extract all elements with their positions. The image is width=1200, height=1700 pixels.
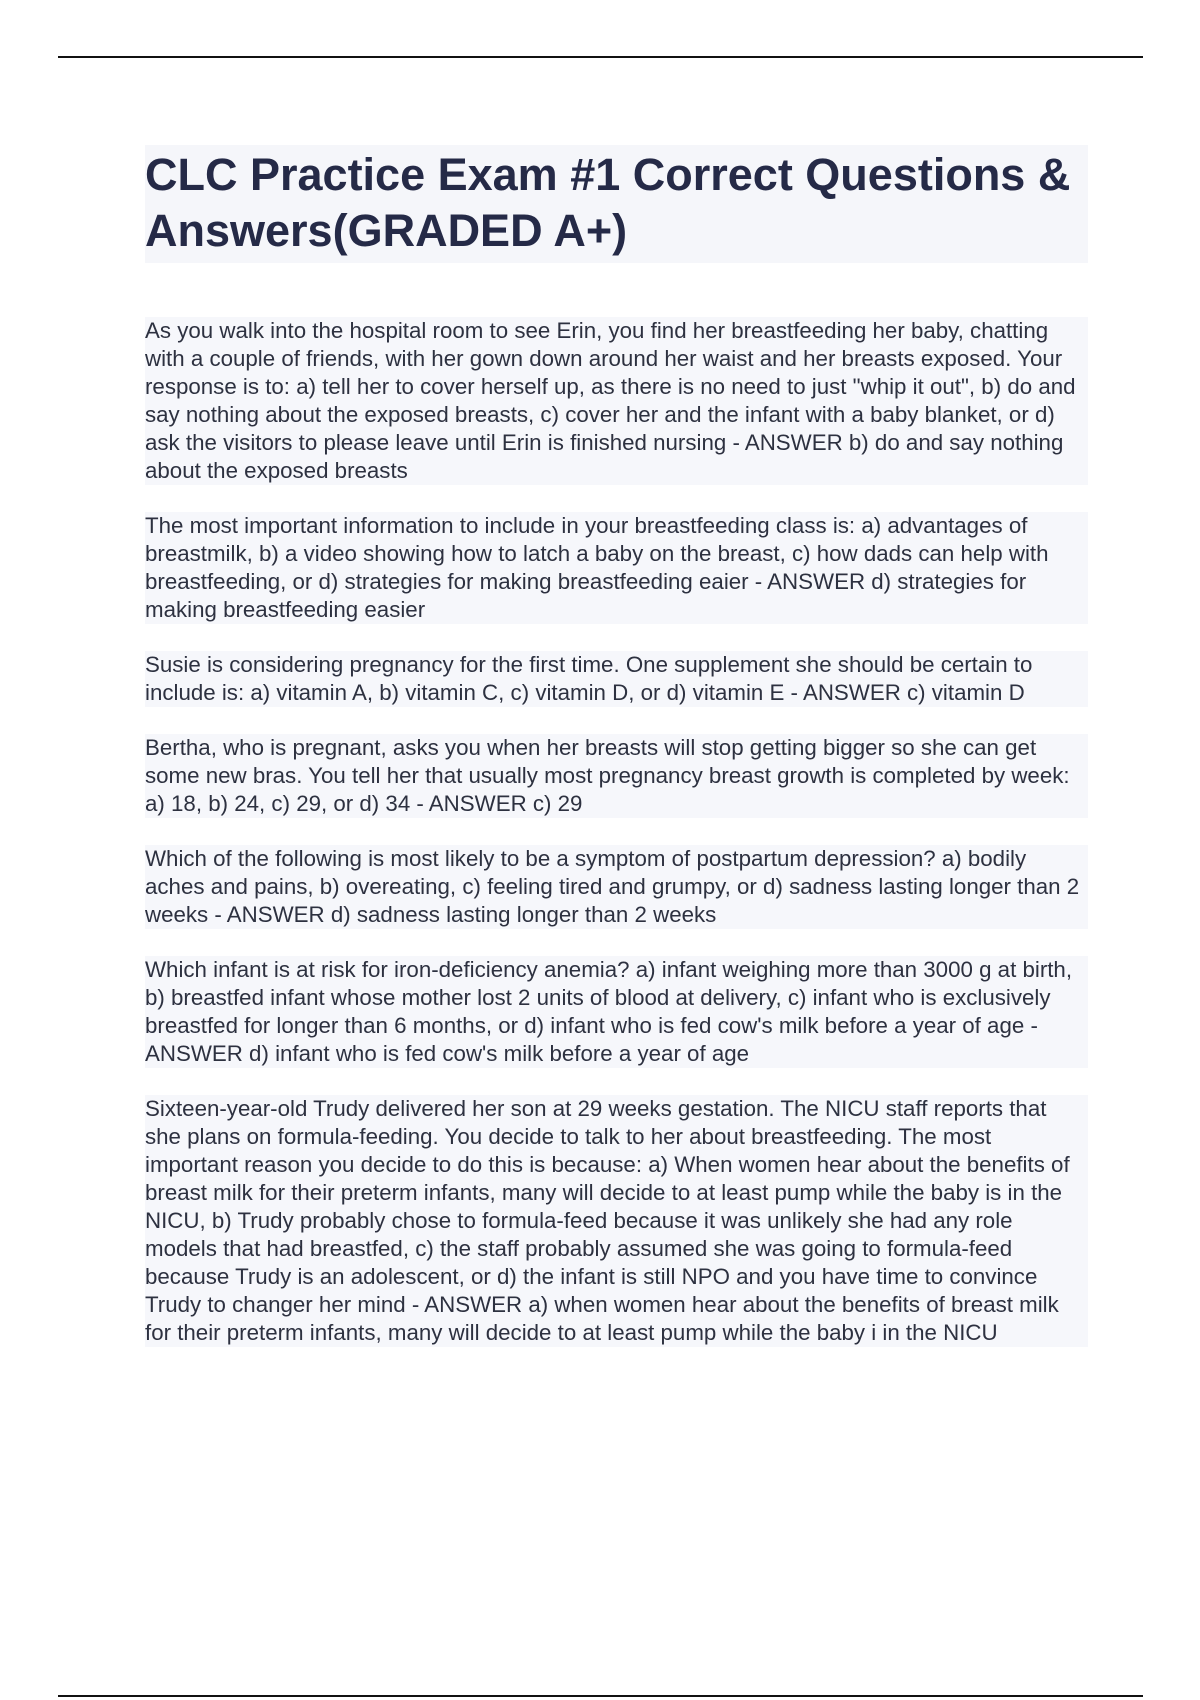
page-title: CLC Practice Exam #1 Correct Questions & Answers(GRADED A+) bbox=[145, 149, 1071, 256]
question-list bbox=[145, 317, 1088, 1347]
top-rule bbox=[58, 56, 1143, 58]
question-item-5: Which of the following is most likely to be a symptom of postpartum depression? a) bodily aches and pains, b) overeating, c) feeling tired and grumpy, or d) sadness lasting longer than 2 weeks - ANSWER d) sadness lasting longer than 2 weeks bbox=[145, 845, 1088, 929]
question-item-1: As you walk into the hospital room to see Erin, you find her breastfeeding her baby, chatting with a couple of friends, with her gown down around her waist and her breasts exposed. Your response is to: a) tell her to cover herself up, as there is no need to just "whip it out", b) do and say nothing about the exposed breasts, c) cover her and the infant with a baby blanket, or d) ask the visitors to please leave until Erin is finished nursing - ANSWER b) do and say nothing about the exposed breasts bbox=[145, 317, 1088, 485]
question-item-3: Susie is considering pregnancy for the first time. One supplement she should be certain to include is: a) vitamin A, b) vitamin C, c) vitamin D, or d) vitamin E - ANSWER c) vitamin D bbox=[145, 651, 1088, 707]
bottom-rule bbox=[58, 1695, 1143, 1697]
question-item-7: Sixteen-year-old Trudy delivered her son at 29 weeks gestation. The NICU staff reports that she plans on formula-feeding. You decide to talk to her about breastfeeding. The most important reason you decide to do this is because: a) When women hear about the benefits of breast milk for their preterm infants, many will decide to at least pump while the baby is in the NICU, b) Trudy probably chose to formula-feed because it was unlikely she had any role models that had breastfed, c) the staff probably assumed she was going to formula-feed because Trudy is an adolescent, or d) the infant is still NPO and you have time to convince Trudy to changer her mind - ANSWER a) when women hear about the benefits of breast milk for their preterm infants, many will decide to at least pump while the baby i in the NICU bbox=[145, 1095, 1088, 1347]
question-item-4: Bertha, who is pregnant, asks you when her breasts will stop getting bigger so she can get some new bras. You tell her that usually most pregnancy breast growth is completed by week: a) 18, b) 24, c) 29, or d) 34 - ANSWER c) 29 bbox=[145, 734, 1088, 818]
question-item-6: Which infant is at risk for iron-deficiency anemia? a) infant weighing more than 3000 g at birth, b) breastfed infant whose mother lost 2 units of blood at delivery, c) infant who is exclusively breastfed for longer than 6 months, or d) infant who is fed cow's milk before a year of age - ANSWER d) infant who is fed cow's milk before a year of age bbox=[145, 956, 1088, 1068]
document-body bbox=[145, 145, 1088, 1374]
question-item-2: The most important information to include in your breastfeeding class is: a) advantages of breastmilk, b) a video showing how to latch a baby on the breast, c) how dads can help with breastfeeding, or d) strategies for making breastfeeding eaier - ANSWER d) strategies for making breastfeeding easier bbox=[145, 512, 1088, 624]
title-block bbox=[145, 145, 1088, 263]
